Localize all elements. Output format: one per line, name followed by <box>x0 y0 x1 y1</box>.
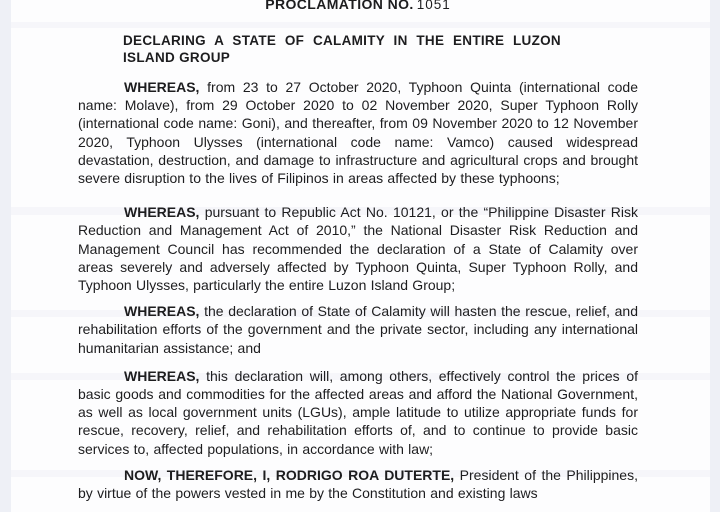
paragraph-text: from 23 to 27 October 2020, Typhoon Quinta (international code name: Molave), from 29 October 2020 to 02 November 2020, Super Typhoon Rolly (international code name: Goni), and thereafter, from 09 November 2020 to 12 November 2020, Typhoon Ulysses (international code name: Vamco) caused widespread devastation, destruction, and damage to infrastructure and agricultural crops and brought severe disruption to the lives of Filipinos in areas affected by these typhoons; <box>78 79 638 187</box>
whereas-clause-1 <box>78 78 638 187</box>
proclamation-heading <box>78 0 638 13</box>
paragraph-text: this declaration will, among others, effectively control the prices of basic goods and commodities for the affected areas and afford the National Government, as well as local government units (LGUs), ample latitude to utilize appropriate funds for rescue, recovery, relief, and rehabilitation efforts of, and to continue to provide basic services to, affected populations, in accordance with law; <box>78 367 638 457</box>
proclamation-number: 1051 <box>416 0 451 12</box>
whereas-clause-2 <box>78 203 638 294</box>
paragraph-text: the declaration of State of Calamity will hasten the rescue, relief, and rehabilitation efforts of the government and the private sector, including any international humanitarian assistance; and <box>78 303 638 356</box>
whereas-keyword: WHEREAS, <box>124 303 200 320</box>
whereas-keyword: WHEREAS, <box>124 79 200 95</box>
document-page <box>78 0 638 502</box>
scan-edge-left <box>0 0 11 512</box>
whereas-clause-4 <box>78 367 638 458</box>
scan-edge-right <box>710 0 720 512</box>
enacting-clause <box>78 466 638 502</box>
whereas-keyword: WHEREAS, <box>124 204 200 221</box>
proclamation-label: PROCLAMATION NO. <box>265 0 414 12</box>
paragraph-text: pursuant to Republic Act No. 10121, or the “Philippine Disaster Risk Reduction and Management Act of 2010,” the National Disaster Risk Reduction and Management Council has recommended the declaration of a State of Calamity over areas severely and adversely affected by Typhoon Quinta, Super Typhoon Rolly, and Typhoon Ulysses, particularly the entire Luzon Island Group; <box>78 204 638 294</box>
paragraph-text: President of the Philippines, by virtue of the powers vested in me by the Constitution and existing laws <box>78 466 638 502</box>
whereas-clause-3 <box>78 302 638 357</box>
whereas-keyword: WHEREAS, <box>124 367 200 384</box>
enacting-lead: NOW, THEREFORE, I, RODRIGO ROA DUTERTE, <box>124 466 455 483</box>
document-title: DECLARING A STATE OF CALAMITY IN THE ENTIRE LUZON ISLAND GROUP <box>123 33 561 65</box>
